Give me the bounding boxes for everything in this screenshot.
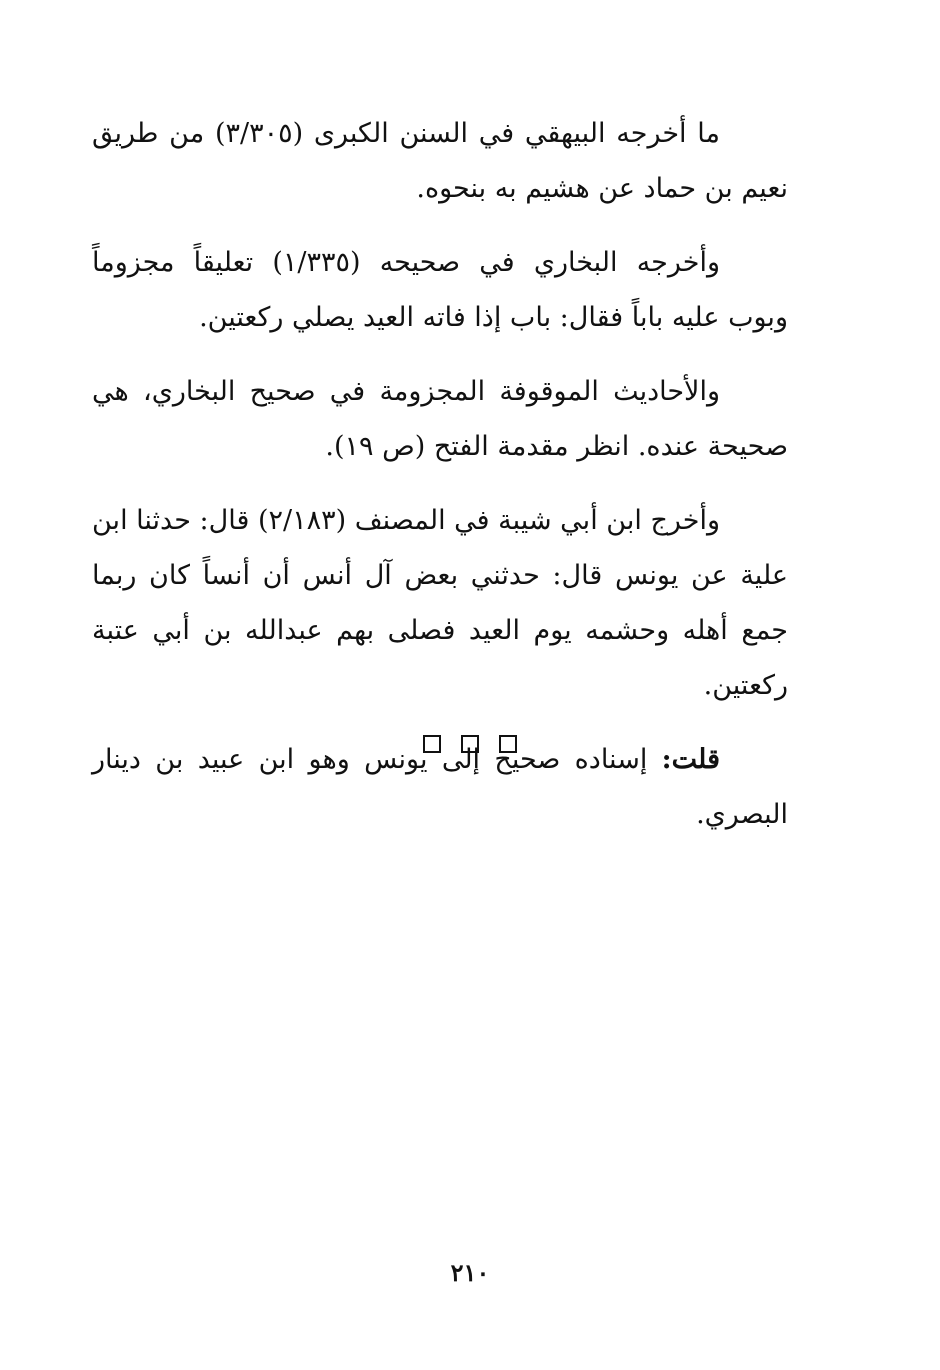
paragraph-3 [92, 364, 788, 474]
paragraph-2 [92, 235, 788, 345]
paragraph-5-text: إسناده صحيح إلى يونس وهو ابن عبيد بن دينار البصري. [92, 744, 788, 830]
paragraph-4-text: وأخرج ابن أبي شيبة في المصنف (٢/١٨٣) قال: حدثنا ابن علية عن يونس قال: حدثني بعض آل أنس أن أنساً كان ربما جمع أهله وحشمه يوم العيد فصلى بهم عبدالله بن أبي عتبة ركعتين. [92, 505, 788, 701]
square-ornament-icon [499, 735, 517, 753]
paragraph-4 [92, 493, 788, 713]
section-separator [0, 733, 940, 753]
page-number: ٢١٠ [450, 1258, 490, 1287]
square-ornament-icon [423, 735, 441, 753]
paragraph-3-text: والأحاديث الموقوفة المجزومة في صحيح البخاري، هي صحيحة عنده. انظر مقدمة الفتح (ص ١٩). [92, 376, 788, 462]
paragraph-1 [92, 106, 788, 216]
square-ornament-icon [461, 735, 479, 753]
paragraph-2-text: وأخرجه البخاري في صحيحه (١/٣٣٥) تعليقاً مجزوماً وبوب عليه باباً فقال: باب إذا فاته العيد يصلي ركعتين. [92, 247, 788, 333]
paragraph-5-lead: قلت: [661, 744, 720, 775]
paragraph-1-text: ما أخرجه البيهقي في السنن الكبرى (٣/٣٠٥) من طريق نعيم بن حماد عن هشيم به بنحوه. [92, 118, 788, 204]
